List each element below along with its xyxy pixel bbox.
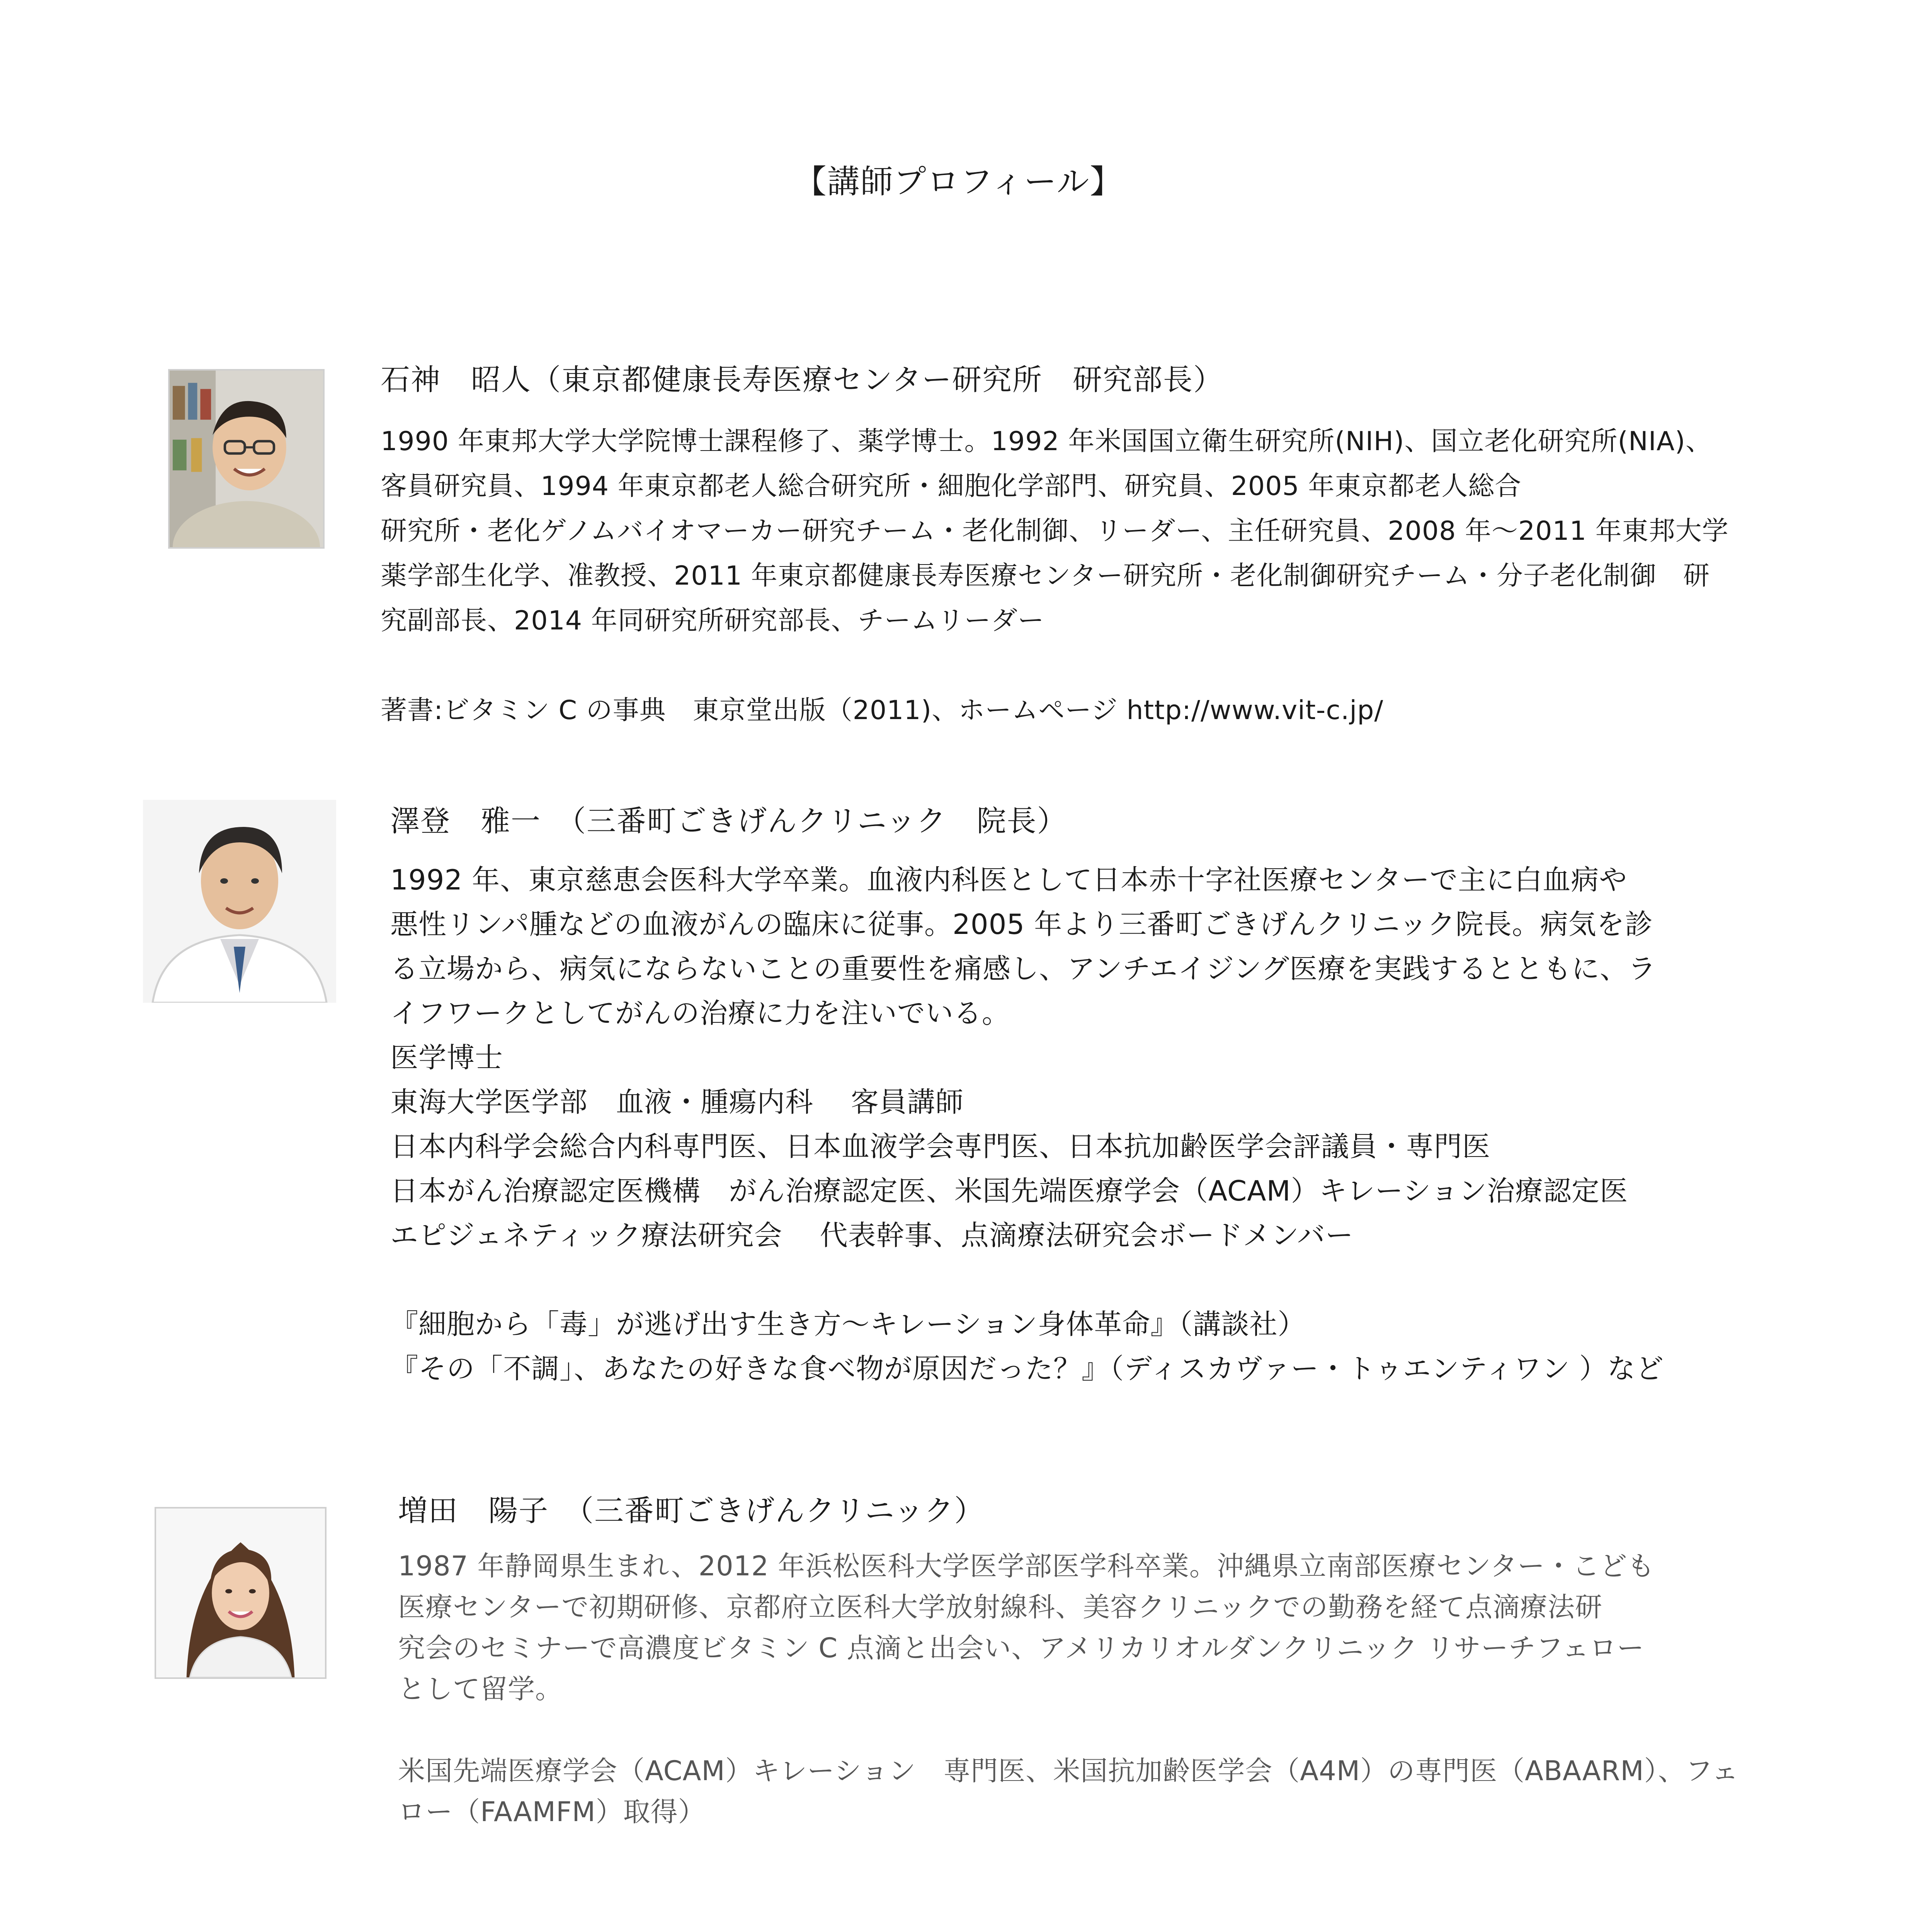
bio-line: 悪性リンパ腫などの血液がんの臨床に従事。2005 年より三番町ごきげんクリニック院長。病気を診 — [390, 908, 1653, 940]
portrait-man-white-coat-icon — [143, 800, 336, 1003]
profile-name: 石神 昭人（東京都健康長寿医療センター研究所 研究部長） — [381, 362, 1223, 397]
bio-line: 客員研究員、1994 年東京都老人総合研究所・細胞化学部門、研究員、2005 年東京都老人総合 — [381, 471, 1522, 502]
bio-line: 日本内科学会総合内科専門医、日本血液学会専門医、日本抗加齢医学会評議員・専門医 — [390, 1130, 1491, 1163]
books-line: ロー（FAAMFM）取得） — [398, 1796, 706, 1828]
bio-line: 究会のセミナーで高濃度ビタミン C 点滴と出会い、アメリカリオルダンクリニック リサーチフェロー — [398, 1632, 1645, 1664]
bio-line: 1987 年静岡県生まれ、2012 年浜松医科大学医学部医学科卒業。沖縄県立南部医療センター・こども — [398, 1550, 1655, 1582]
bio-line: として留学。 — [398, 1673, 563, 1705]
books-line: 著書:ビタミン C の事典 東京堂出版（2011)、ホームページ http://www.vit-c.jp/ — [381, 695, 1384, 726]
books-line: 『細胞から「毒」が逃げ出す生き方～キレーション身体革命』（講談社） — [390, 1308, 1306, 1340]
bio-line: る立場から、病気にならないことの重要性を痛感し、アンチエイジング医療を実践するとともに、ラ — [390, 952, 1657, 985]
profile-bio — [390, 858, 1664, 1391]
portrait-woman-icon — [156, 1509, 325, 1677]
bio-line: 1990 年東邦大学大学院博士課程修了、薬学博士。1992 年米国国立衛生研究所(NIH)、国立老化研究所(NIA)、 — [381, 426, 1712, 457]
books-line: 米国先端医療学会（ACAM）キレーション 専門医、米国抗加齢医学会（A4M）の専門医（ABAARM）、フェ — [398, 1755, 1739, 1787]
bio-line: 究副部長、2014 年同研究所研究部長、チームリーダー — [381, 605, 1044, 636]
bio-line: イフワークとしてがんの治療に力を注いでいる。 — [390, 997, 1010, 1029]
bio-line: 薬学部生化学、准教授、2011 年東京都健康長寿医療センター研究所・老化制御研究チーム・分子老化制御 研 — [381, 561, 1710, 591]
profile-bio — [381, 419, 1729, 733]
page-title: 【講師プロフィール】 — [794, 163, 1123, 201]
profile-name: 澤登 雅一 （三番町ごきげんクリニック 院長） — [390, 804, 1067, 838]
books-line: 『その「不調」、あなたの好きな食べ物が原因だった？』（ディスカヴァー・トゥエンティワン ）など — [390, 1352, 1664, 1385]
bio-line: 1992 年、東京慈恵会医科大学卒業。血液内科医として日本赤十字社医療センターで主に白血病や — [390, 864, 1628, 896]
bio-line: 東海大学医学部 血液・腫瘍内科 客員講師 — [390, 1086, 964, 1118]
bio-line: 医療センターで初期研修、京都府立医科大学放射線科、美容クリニックでの勤務を経て点滴療法研 — [398, 1591, 1602, 1623]
bio-line: エピジェネティック療法研究会 代表幹事、点滴療法研究会ボードメンバー — [390, 1219, 1354, 1252]
profile-bio — [398, 1546, 1739, 1832]
photo-ishigami — [168, 369, 325, 549]
bio-line: 日本がん治療認定医機構 がん治療認定医、米国先端医療学会（ACAM）キレーション治療認定医 — [390, 1175, 1628, 1207]
bio-line: 医学博士 — [390, 1041, 503, 1074]
bio-line: 研究所・老化ゲノムバイオマーカー研究チーム・老化制御、リーダー、主任研究員、2008 年～2011 年東邦大学 — [381, 516, 1729, 546]
portrait-man-glasses-icon — [170, 371, 323, 547]
photo-masuda — [155, 1507, 327, 1679]
profile-name: 増田 陽子 （三番町ごきげんクリニック） — [398, 1493, 985, 1528]
photo-sawanobori — [143, 800, 336, 1003]
